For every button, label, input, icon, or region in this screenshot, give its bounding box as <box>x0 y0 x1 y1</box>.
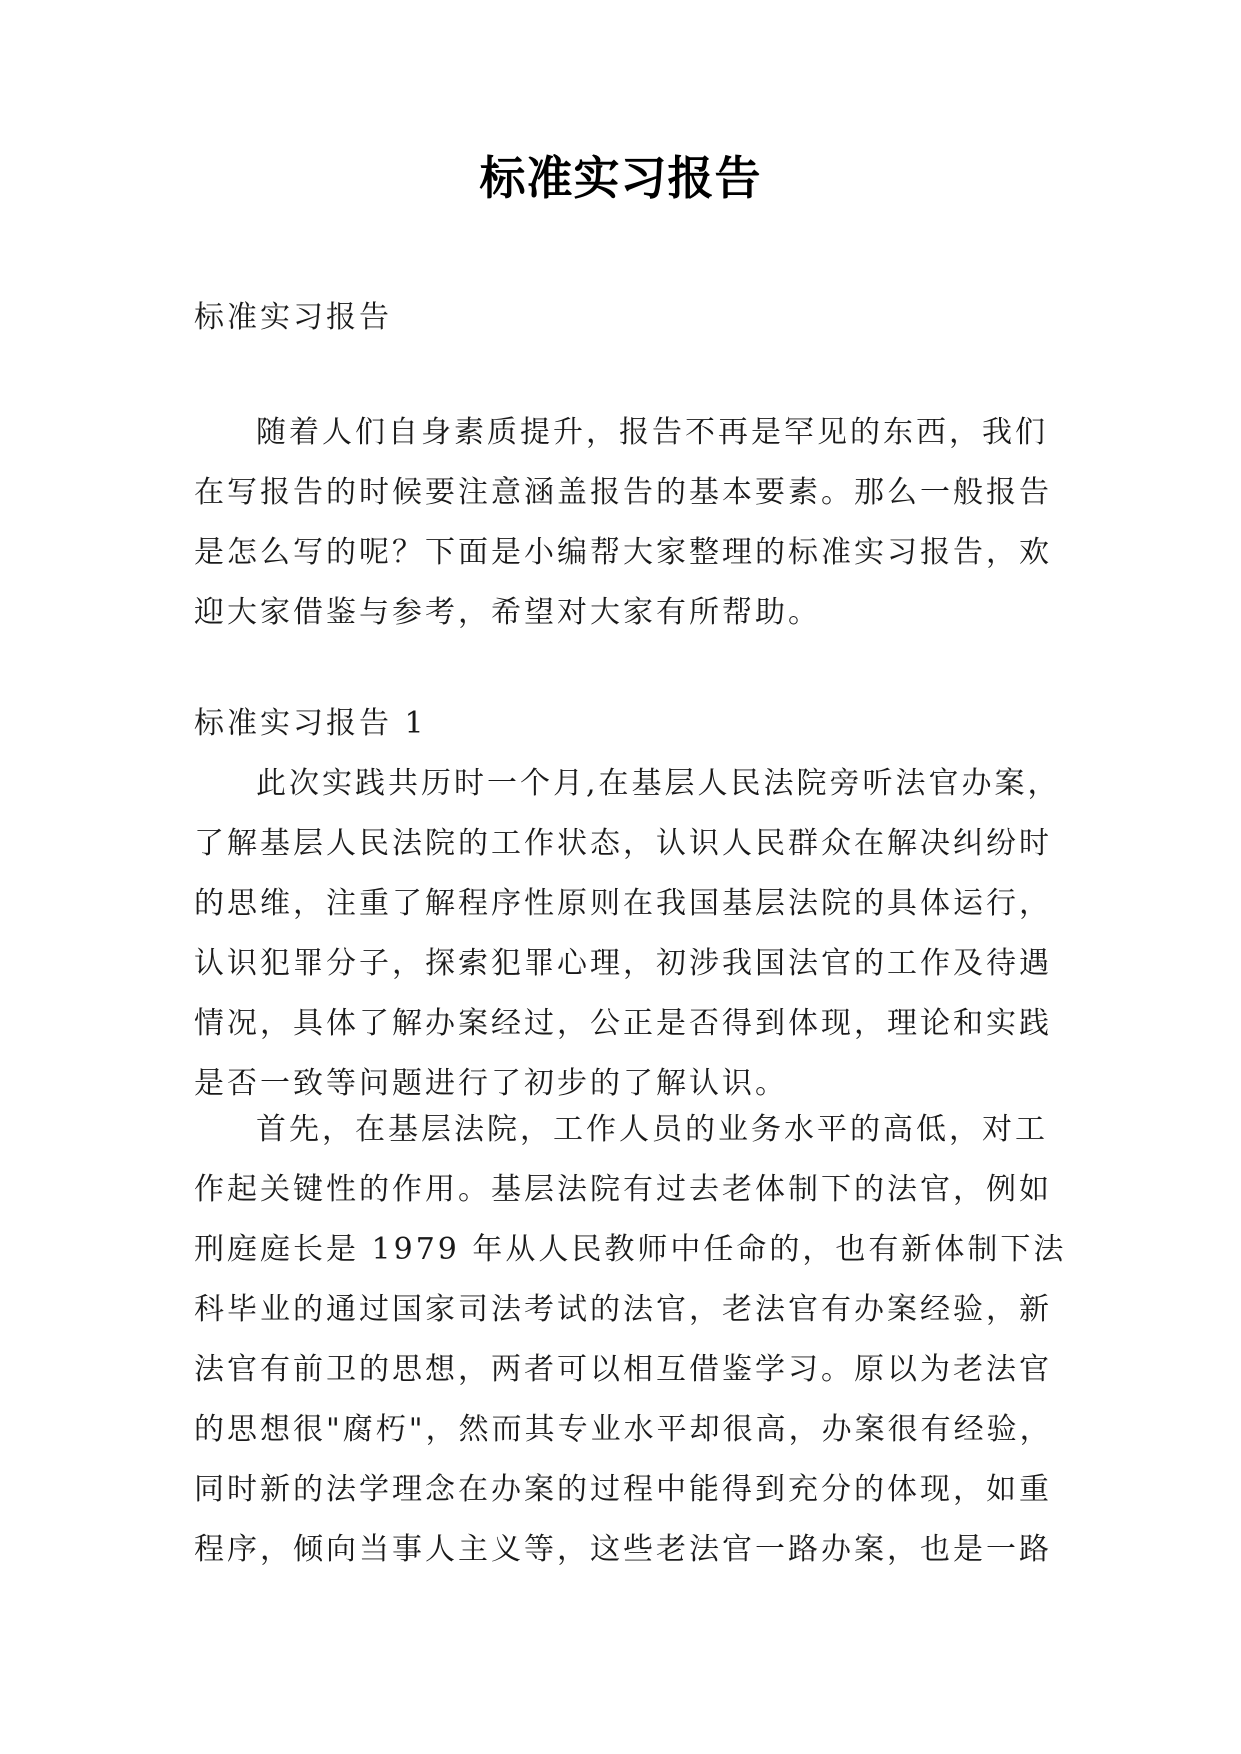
intro-paragraph: 随着人们自身素质提升，报告不再是罕见的东西，我们在写报告的时候要注意涵盖报告的基本要素。那么一般报告是怎么写的呢？下面是小编帮大家整理的标准实习报告，欢迎大家借鉴与参考，希望对大家有所帮助。 <box>194 415 1052 630</box>
body-paragraph-2: 首先，在基层法院，工作人员的业务水平的高低，对工作起关键性的作用。基层法院有过去老体制下的法官，例如刑庭庭长是 1979 年从人民教师中任命的，也有新体制下法科毕业的通过国家司法考试的法官，老法官有办案经验，新法官有前卫的思想，两者可以相互借鉴学习。原以为老法官的思想很"腐朽"，然而其专业水平却很高，办案很有经验，同时新的法学理念在办案的过程中能得到充分的体现，如重程序，倾向当事人主义等，这些老法官一路办案，也是一路 <box>194 1112 1067 1567</box>
section-heading: 标准实习报告 1 <box>194 706 427 741</box>
document-title: 标准实习报告 <box>479 151 762 205</box>
body-paragraph-1: 此次实践共历时一个月,在基层人民法院旁听法官办案，了解基层人民法院的工作状态，认识人民群众在解决纠纷时的思维，注重了解程序性原则在我国基层法院的具体运行，认识犯罪分子，探索犯罪心理，初涉我国法官的工作及待遇情况，具体了解办案经过，公正是否得到体现，理论和实践是否一致等问题进行了初步的了解认识。 <box>194 766 1061 1101</box>
document-subtitle: 标准实习报告 <box>194 300 392 335</box>
